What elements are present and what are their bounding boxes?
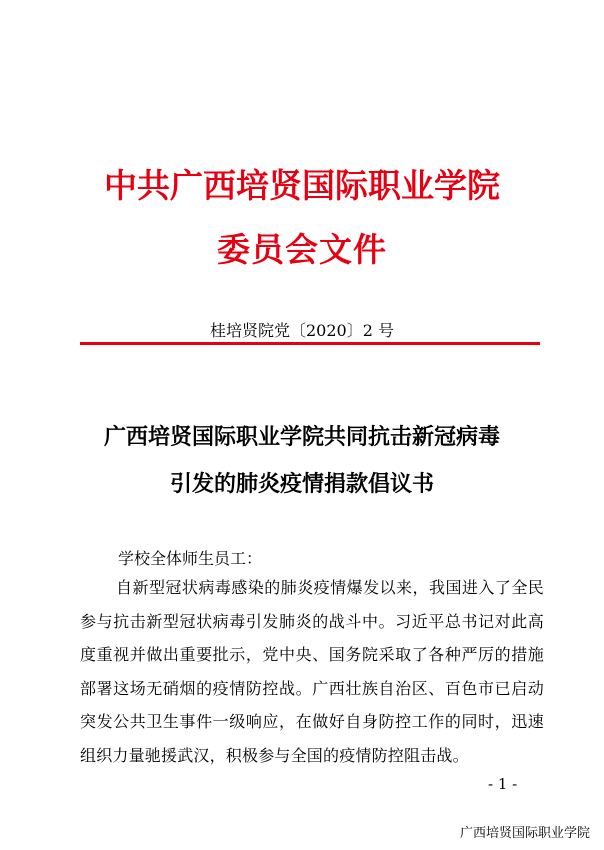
- document-title-line-2: 引发的肺炎疫情捐款倡议书: [169, 471, 434, 497]
- issuing-organization-line-1: 中共广西培贤国际职业学院: [104, 166, 500, 205]
- body-line-2: 参与抗击新型冠状病毒引发肺炎的战斗中。习近平总书记对此高: [80, 611, 544, 631]
- issuing-organization-line-2: 委员会文件: [217, 230, 387, 269]
- body-line-5: 突发公共卫生事件一级响应，在做好自身防控工作的同时，迅速: [80, 712, 544, 731]
- document-number: 桂培贤院党〔2020〕2 号: [210, 321, 394, 340]
- body-paragraph: [80, 578, 544, 779]
- salutation: 学校全体师生员工：: [118, 549, 263, 568]
- red-divider-rule: [80, 342, 540, 345]
- document-title-line-1: 广西培贤国际职业学院共同抗击新冠病毒: [103, 424, 500, 450]
- body-line-1: 自新型冠状病毒感染的肺炎疫情爆发以来，我国进入了全民: [116, 578, 544, 597]
- body-line-3: 度重视并做出重要批示，党中央、国务院采取了各种严厉的措施: [80, 645, 544, 664]
- body-line-6: 组织力量驰援武汉，积极参与全国的疫情防控阻击战。: [80, 745, 469, 765]
- footer-organization: 广西培贤国际职业学院: [460, 826, 591, 841]
- body-line-4: 部署这场无硝烟的疫情防控战。广西壮族自治区、百色市已启动: [80, 678, 544, 698]
- page-number: - 1 -: [488, 775, 518, 793]
